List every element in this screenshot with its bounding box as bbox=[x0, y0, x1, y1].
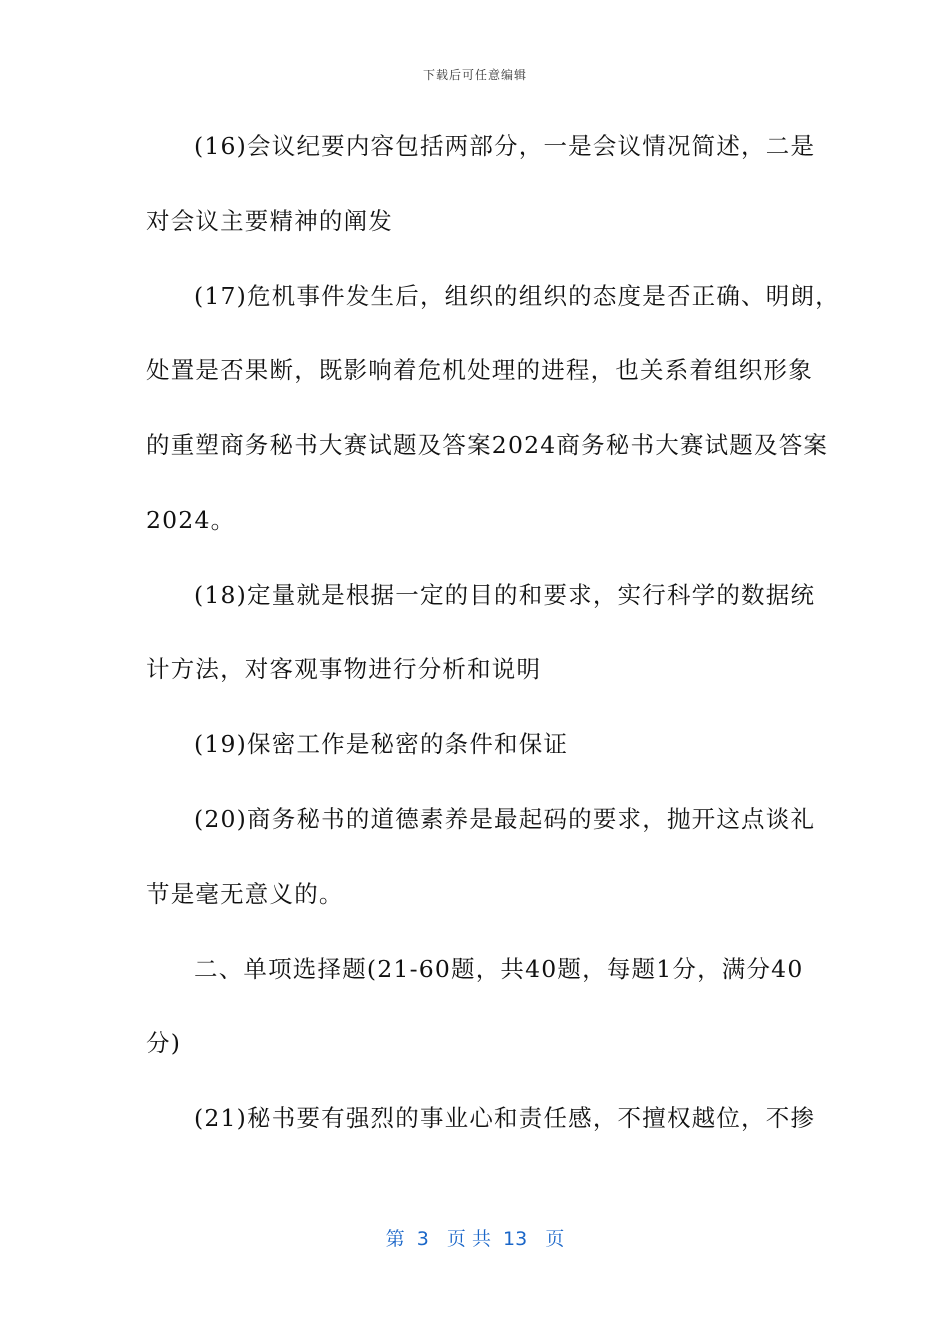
paragraph-16-line-1: (16)会议纪要内容包括两部分，一是会议情况简述，二是 bbox=[194, 132, 816, 160]
paragraph-16-line-2: 对会议主要精神的阐发 bbox=[146, 207, 393, 235]
page-number-footer: 第 3 页 共 13 页 bbox=[385, 1228, 565, 1250]
paragraph-17-line-2: 处置是否果断，既影响着危机处理的进程，也关系着组织形象 bbox=[146, 356, 813, 384]
paragraph-21-line-1: (21)秘书要有强烈的事业心和责任感，不擅权越位，不掺 bbox=[194, 1104, 816, 1132]
paragraph-18-line-2: 计方法，对客观事物进行分析和说明 bbox=[146, 655, 542, 683]
paragraph-20-line-2: 节是毫无意义的。 bbox=[146, 880, 344, 908]
section-heading-line-2: 分) bbox=[146, 1029, 182, 1057]
paragraph-19-line-1: (19)保密工作是秘密的条件和保证 bbox=[194, 730, 569, 758]
paragraph-17-line-1: (17)危机事件发生后，组织的组织的态度是否正确、明朗， bbox=[194, 282, 840, 310]
section-heading-line-1: 二、单项选择题(21-60题，共40题，每题1分，满分40 bbox=[194, 955, 804, 983]
paragraph-18-line-1: (18)定量就是根据一定的目的和要求，实行科学的数据统 bbox=[194, 581, 816, 609]
page-header-note: 下载后可任意编辑 bbox=[422, 68, 527, 82]
paragraph-17-line-4: 2024。 bbox=[146, 506, 236, 534]
paragraph-17-line-3: 的重塑商务秘书大赛试题及答案2024商务秘书大赛试题及答案 bbox=[146, 431, 829, 459]
paragraph-20-line-1: (20)商务秘书的道德素养是最起码的要求，抛开这点谈礼 bbox=[194, 805, 816, 833]
